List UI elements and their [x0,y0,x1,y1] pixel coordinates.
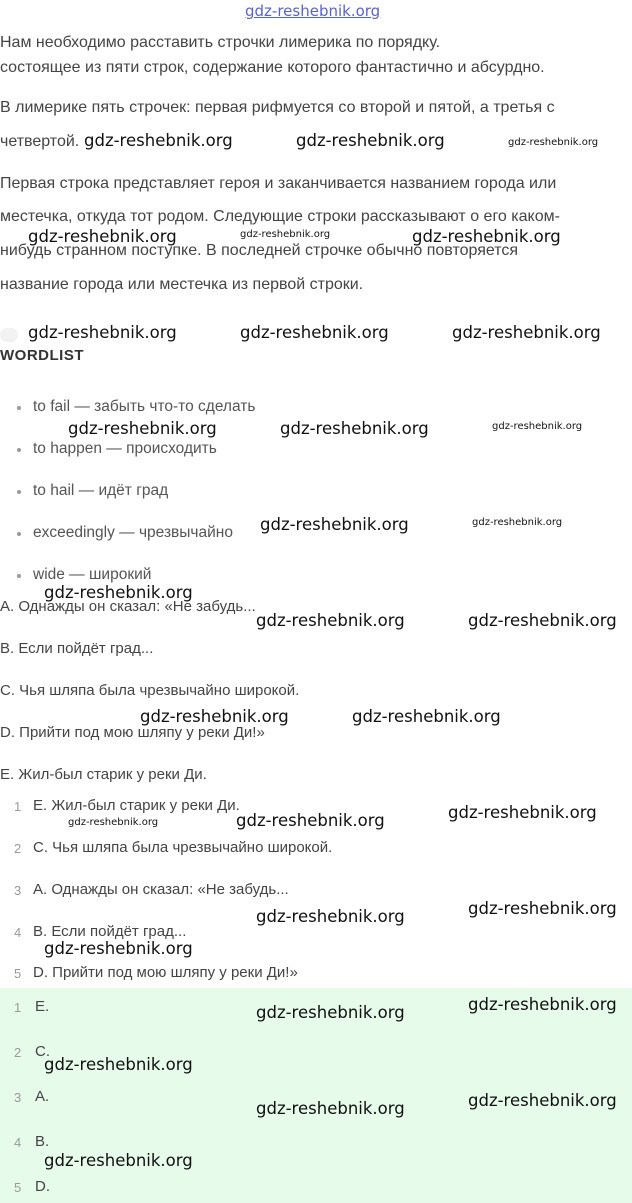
bullet-icon [17,406,21,410]
sequence-number: 4 [14,925,22,940]
intro-line-6: местечка, откуда тот родом. Следующие строки рассказывают о его каком- [0,208,560,225]
answer-number: 5 [14,1180,22,1195]
answer-number: 4 [14,1135,22,1150]
sequence-number: 1 [14,799,22,814]
answer-number: 2 [14,1045,22,1060]
bullet-icon [17,490,21,494]
sequence-number: 3 [14,883,22,898]
watermark: gdz-reshebnik.org [468,1091,617,1110]
watermark: gdz-reshebnik.org [256,907,405,926]
watermark: gdz-reshebnik.org [68,419,217,438]
intro-line-2: состоящее из пяти строк, содержание которого фантастично и абсурдно. [0,59,545,76]
watermark: gdz-reshebnik.org [468,611,617,630]
watermark: gdz-reshebnik.org [468,899,617,918]
sequence-number: 5 [14,966,22,981]
watermark: gdz-reshebnik.org [492,421,583,432]
bullet-icon [17,448,21,452]
watermark: gdz-reshebnik.org [44,1055,193,1074]
option-line: C. Чья шляпа была чрезвычайно широкой. [0,682,300,699]
watermark: gdz-reshebnik.org [296,131,445,150]
option-line: E. Жил-был старик у реки Ди. [0,766,207,783]
answer-letter: C. [35,1043,50,1060]
intro-line-1: Нам необходимо расставить строчки лимерика по порядку. [0,34,441,51]
intro-line-4: четвертой. [0,133,80,150]
watermark: gdz-reshebnik.org [256,611,405,630]
intro-line-3: В лимерике пять строчек: первая рифмуется со второй и пятой, а третья с [0,99,555,116]
answer-letter: A. [35,1088,50,1105]
top-watermark-link[interactable]: gdz-reshebnik.org [245,2,381,20]
sequence-line: D. Прийти под мою шляпу у реки Ди!» [33,964,298,981]
watermark: gdz-reshebnik.org [452,323,601,342]
watermark: gdz-reshebnik.org [68,817,159,828]
watermark: gdz-reshebnik.org [260,515,409,534]
answer-letter: B. [35,1133,50,1150]
bullet-icon [17,574,21,578]
sequence-line: B. Если пойдёт град... [33,923,187,940]
watermark: gdz-reshebnik.org [28,227,177,246]
watermark: gdz-reshebnik.org [280,419,429,438]
watermark: gdz-reshebnik.org [468,995,617,1014]
sequence-line: E. Жил-был старик у реки Ди. [33,797,240,814]
collapse-toggle-icon[interactable] [0,328,18,342]
intro-line-8: название города или местечка из первой строки. [0,276,364,293]
watermark: gdz-reshebnik.org [472,517,563,528]
intro-line-5: Первая строка представляет героя и заканчивается названием города или [0,175,557,192]
sequence-number: 2 [14,841,22,856]
answer-letter: E. [35,998,50,1015]
watermark: gdz-reshebnik.org [28,323,177,342]
watermark: gdz-reshebnik.org [236,811,385,830]
wordlist-item: to happen — происходить [33,440,217,457]
watermark: gdz-reshebnik.org [44,583,193,602]
sequence-line: A. Однажды он сказал: «Не забудь... [33,881,289,898]
watermark: gdz-reshebnik.org [240,229,331,240]
watermark: gdz-reshebnik.org [256,1003,405,1022]
bullet-icon [17,532,21,536]
watermark: gdz-reshebnik.org [508,137,599,148]
wordlist-item: wide — широкий [33,566,152,583]
watermark: gdz-reshebnik.org [256,1099,405,1118]
answer-letter: D. [35,1178,50,1195]
watermark: gdz-reshebnik.org [412,227,561,246]
watermark: gdz-reshebnik.org [352,707,501,726]
watermark: gdz-reshebnik.org [44,939,193,958]
intro-line-7: нибудь странном поступке. В последней строчке обычно повторяется [0,242,519,259]
watermark: gdz-reshebnik.org [140,707,289,726]
answer-number: 1 [14,1000,22,1015]
option-line: D. Прийти под мою шляпу у реки Ди!» [0,724,265,741]
option-line: A. Однажды он сказал: «Не забудь... [0,598,256,615]
option-line: B. Если пойдёт град... [0,640,154,657]
wordlist-item: exceedingly — чрезвычайно [33,524,233,541]
wordlist-heading: WORDLIST [0,347,84,364]
watermark: gdz-reshebnik.org [84,131,233,150]
watermark: gdz-reshebnik.org [240,323,389,342]
answer-number: 3 [14,1090,22,1105]
wordlist-item: to fail — забыть что-то сделать [33,398,256,415]
sequence-line: C. Чья шляпа была чрезвычайно широкой. [33,839,333,856]
watermark: gdz-reshebnik.org [448,803,597,822]
wordlist-item: to hail — идёт град [33,482,169,499]
watermark: gdz-reshebnik.org [44,1151,193,1170]
